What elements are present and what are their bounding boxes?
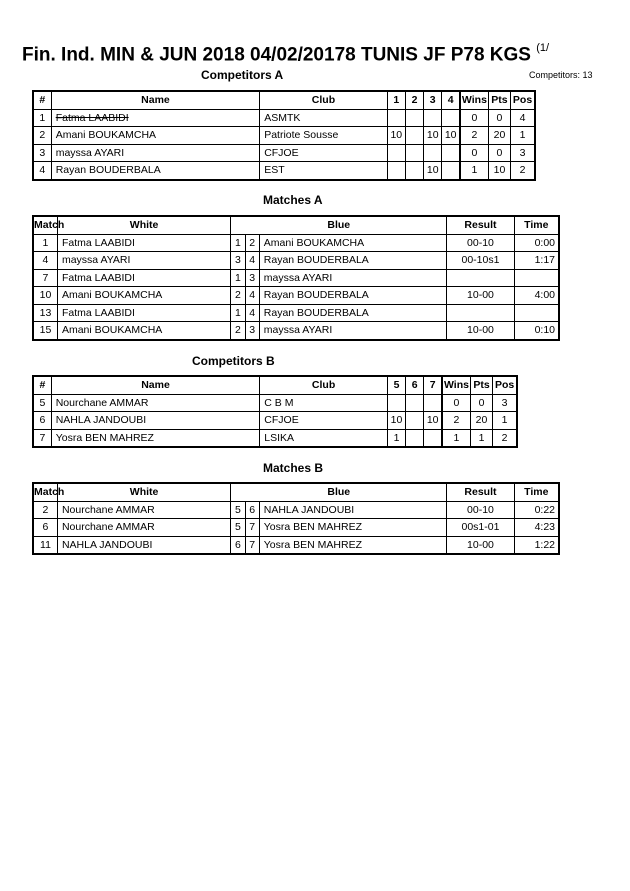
competitor-num: 1	[33, 109, 51, 127]
score-cell	[387, 144, 405, 162]
table-row	[33, 322, 559, 340]
col-score-header: 6	[406, 376, 424, 394]
blue-num: 6	[245, 501, 259, 519]
score-cell	[406, 412, 424, 430]
col-wins-header: Wins	[442, 376, 470, 394]
competitor-club: CFJOE	[260, 412, 388, 430]
match-num: 10	[33, 287, 57, 305]
table-row	[33, 304, 559, 322]
col-white-header: White	[57, 483, 230, 501]
pts-cell: 0	[470, 394, 492, 412]
col-score-header: 5	[387, 376, 405, 394]
competitor-name: Yosra BEN MAHREZ	[51, 429, 260, 447]
blue-name: Rayan BOUDERBALA	[259, 287, 447, 305]
wins-cell: 0	[460, 144, 488, 162]
col-time-header: Time	[514, 483, 559, 501]
score-cell	[406, 394, 424, 412]
white-name: Amani BOUKAMCHA	[57, 287, 230, 305]
score-cell	[442, 162, 460, 180]
table-row	[33, 127, 535, 145]
competitor-club: ASMTK	[260, 109, 388, 127]
match-time: 4:00	[514, 287, 559, 305]
score-cell	[405, 127, 423, 145]
blue-num: 4	[245, 287, 259, 305]
blue-name: NAHLA JANDOUBI	[259, 501, 447, 519]
score-cell: 10	[424, 162, 442, 180]
page-indicator: (1/	[536, 42, 550, 54]
col-name-header: Name	[51, 91, 259, 109]
competitor-club: Patriote Sousse	[260, 127, 388, 145]
pos-cell: 1	[511, 127, 535, 145]
score-cell	[405, 109, 423, 127]
match-result	[447, 304, 514, 322]
table-row	[33, 234, 559, 252]
score-cell: 1	[387, 429, 405, 447]
white-name: mayssa AYARI	[57, 252, 230, 270]
score-cell	[442, 109, 460, 127]
blue-name: Amani BOUKAMCHA	[259, 234, 447, 252]
blue-name: Rayan BOUDERBALA	[259, 252, 447, 270]
competitor-club: EST	[260, 162, 388, 180]
table-row	[33, 252, 559, 270]
col-pos-header: Pos	[511, 91, 535, 109]
blue-num: 4	[245, 252, 259, 270]
table-row	[33, 412, 517, 430]
competitor-club: CFJOE	[260, 144, 388, 162]
matches-b-heading: Matches B	[263, 461, 324, 475]
col-score-header: 4	[442, 91, 460, 109]
competitor-club: C B M	[260, 394, 388, 412]
blue-name: Rayan BOUDERBALA	[259, 304, 447, 322]
score-cell	[405, 162, 423, 180]
white-name: Nourchane AMMAR	[57, 501, 230, 519]
competitor-num: 5	[33, 394, 51, 412]
match-time: 0:00	[514, 234, 559, 252]
competitor-num: 3	[33, 144, 51, 162]
col-wins-header: Wins	[460, 91, 488, 109]
competitor-name: mayssa AYARI	[51, 144, 259, 162]
wins-cell: 0	[442, 394, 470, 412]
white-num: 2	[231, 287, 245, 305]
pos-cell: 2	[493, 429, 517, 447]
blue-num: 7	[245, 519, 259, 537]
pos-cell: 4	[511, 109, 535, 127]
blue-name: mayssa AYARI	[259, 269, 447, 287]
score-cell	[424, 429, 442, 447]
pts-cell: 20	[470, 412, 492, 430]
col-score-header: 7	[424, 376, 442, 394]
competitors-a-table	[32, 90, 536, 181]
score-cell	[424, 109, 442, 127]
col-white-header: White	[57, 216, 230, 234]
white-num: 2	[231, 322, 245, 340]
match-time: 0:10	[514, 322, 559, 340]
white-num: 1	[231, 304, 245, 322]
competitor-num: 2	[33, 127, 51, 145]
table-row	[33, 394, 517, 412]
white-name: Fatma LAABIDI	[57, 304, 230, 322]
wins-cell: 1	[460, 162, 488, 180]
white-num: 1	[231, 269, 245, 287]
score-cell	[442, 144, 460, 162]
competitor-name: Rayan BOUDERBALA	[51, 162, 259, 180]
match-result: 10-00	[447, 322, 514, 340]
match-num: 7	[33, 269, 57, 287]
white-name: Fatma LAABIDI	[57, 234, 230, 252]
score-cell	[424, 144, 442, 162]
table-row	[33, 287, 559, 305]
blue-name: mayssa AYARI	[259, 322, 447, 340]
match-time: 1:22	[514, 536, 559, 554]
col-time-header: Time	[514, 216, 559, 234]
col-blue-header: Blue	[231, 216, 447, 234]
col-num-header: #	[33, 91, 51, 109]
score-cell	[387, 162, 405, 180]
score-cell	[387, 109, 405, 127]
table-row	[33, 536, 559, 554]
match-time	[514, 304, 559, 322]
col-club-header: Club	[260, 91, 388, 109]
col-score-header: 1	[387, 91, 405, 109]
table-row	[33, 519, 559, 537]
match-result: 00-10	[447, 501, 514, 519]
competitors-b-heading: Competitors B	[192, 354, 275, 368]
table-row	[33, 501, 559, 519]
col-match-header: Match	[33, 216, 57, 234]
competitors-a-header-row	[33, 91, 535, 109]
table-row	[33, 429, 517, 447]
score-cell: 10	[442, 127, 460, 145]
col-score-header: 3	[424, 91, 442, 109]
score-cell	[405, 144, 423, 162]
col-blue-header: Blue	[231, 483, 447, 501]
white-name: Amani BOUKAMCHA	[57, 322, 230, 340]
match-num: 15	[33, 322, 57, 340]
match-result: 10-00	[447, 287, 514, 305]
competitors-a-heading: Competitors A	[201, 68, 284, 82]
match-result: 00-10	[447, 234, 514, 252]
table-row	[33, 162, 535, 180]
col-pts-header: Pts	[488, 91, 510, 109]
wins-cell: 0	[460, 109, 488, 127]
competitor-club: LSIKA	[260, 429, 388, 447]
blue-num: 2	[245, 234, 259, 252]
match-num: 6	[33, 519, 57, 537]
pos-cell: 2	[511, 162, 535, 180]
blue-name: Yosra BEN MAHREZ	[259, 536, 447, 554]
matches-b-header-row	[33, 483, 559, 501]
match-num: 13	[33, 304, 57, 322]
white-num: 6	[231, 536, 245, 554]
pts-cell: 1	[470, 429, 492, 447]
matches-b-table	[32, 482, 560, 555]
score-cell	[387, 394, 405, 412]
score-cell: 10	[387, 412, 405, 430]
blue-num: 3	[245, 269, 259, 287]
competitor-name: Fatma LAABIDI	[51, 109, 259, 127]
col-result-header: Result	[447, 216, 514, 234]
col-score-header: 2	[405, 91, 423, 109]
table-row	[33, 144, 535, 162]
page-title	[22, 44, 549, 66]
white-num: 5	[231, 519, 245, 537]
white-name: Fatma LAABIDI	[57, 269, 230, 287]
score-cell: 10	[424, 412, 442, 430]
match-result: 00-10s1	[447, 252, 514, 270]
white-num: 5	[231, 501, 245, 519]
competitors-b-table	[32, 375, 518, 448]
match-result: 10-00	[447, 536, 514, 554]
white-num: 3	[231, 252, 245, 270]
wins-cell: 1	[442, 429, 470, 447]
pts-cell: 0	[488, 144, 510, 162]
col-num-header: #	[33, 376, 51, 394]
score-cell	[406, 429, 424, 447]
blue-num: 3	[245, 322, 259, 340]
col-pts-header: Pts	[470, 376, 492, 394]
col-name-header: Name	[51, 376, 260, 394]
match-time: 4:23	[514, 519, 559, 537]
score-cell: 10	[424, 127, 442, 145]
blue-num: 7	[245, 536, 259, 554]
col-result-header: Result	[447, 483, 514, 501]
match-num: 2	[33, 501, 57, 519]
col-club-header: Club	[260, 376, 388, 394]
wins-cell: 2	[442, 412, 470, 430]
competitor-num: 4	[33, 162, 51, 180]
match-time	[514, 269, 559, 287]
score-cell: 10	[387, 127, 405, 145]
col-pos-header: Pos	[493, 376, 517, 394]
white-name: NAHLA JANDOUBI	[57, 536, 230, 554]
pts-cell: 20	[488, 127, 510, 145]
match-result: 00s1-01	[447, 519, 514, 537]
white-num: 1	[231, 234, 245, 252]
competitor-name: Nourchane AMMAR	[51, 394, 260, 412]
competitor-name: NAHLA JANDOUBI	[51, 412, 260, 430]
table-row	[33, 109, 535, 127]
pos-cell: 1	[493, 412, 517, 430]
match-time: 0:22	[514, 501, 559, 519]
competitors-count: Competitors: 13	[529, 70, 593, 80]
white-name: Nourchane AMMAR	[57, 519, 230, 537]
title-text: Fin. Ind. MIN & JUN 2018 04/02/20178 TUNIS JF P78 KGS	[22, 44, 531, 66]
match-num: 11	[33, 536, 57, 554]
wins-cell: 2	[460, 127, 488, 145]
pos-cell: 3	[493, 394, 517, 412]
match-num: 4	[33, 252, 57, 270]
competitors-b-header-row	[33, 376, 517, 394]
pts-cell: 10	[488, 162, 510, 180]
table-row	[33, 269, 559, 287]
competitor-num: 7	[33, 429, 51, 447]
match-result	[447, 269, 514, 287]
matches-a-table	[32, 215, 560, 341]
competitor-num: 6	[33, 412, 51, 430]
match-num: 1	[33, 234, 57, 252]
competitor-name: Amani BOUKAMCHA	[51, 127, 259, 145]
match-time: 1:17	[514, 252, 559, 270]
matches-a-header-row	[33, 216, 559, 234]
blue-name: Yosra BEN MAHREZ	[259, 519, 447, 537]
score-cell	[424, 394, 442, 412]
blue-num: 4	[245, 304, 259, 322]
pts-cell: 0	[488, 109, 510, 127]
matches-a-heading: Matches A	[263, 193, 323, 207]
pos-cell: 3	[511, 144, 535, 162]
col-match-header: Match	[33, 483, 57, 501]
